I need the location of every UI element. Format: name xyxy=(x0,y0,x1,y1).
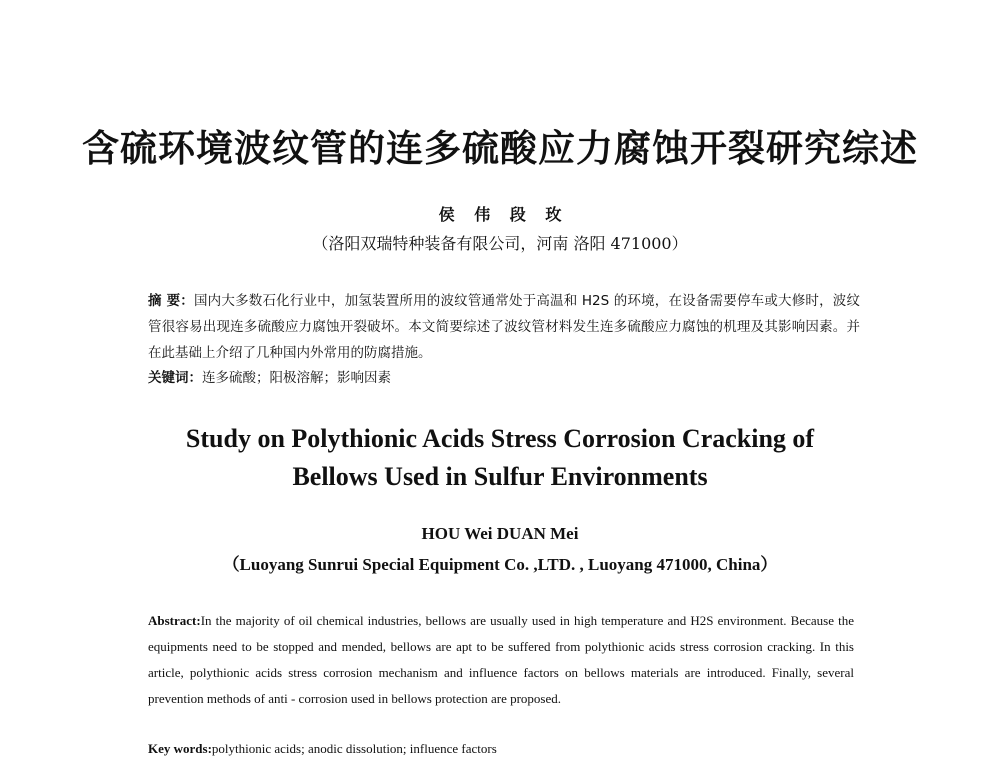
english-abstract-text: In the majority of oil chemical industries, bellows are usually used in high temperature and H2S environment. Because the equipments need to be stopped and mended, bellows are apt to be suffered from polythionic acids stress corrosion cracking. In this article, polythionic acids stress corrosion mechanism and influence factors on bellows materials are introduced. Finally, several prevention methods of anti - corrosion used in bellows protection are proposed. xyxy=(148,613,854,706)
chinese-keywords-label: 关键词： xyxy=(148,370,202,386)
chinese-affiliation: （洛阳双瑞特种装备有限公司，河南 洛阳 471000） xyxy=(312,234,688,253)
english-title-line-2: Bellows Used in Sulfur Environments xyxy=(292,462,708,491)
english-abstract-label: Abstract: xyxy=(148,613,201,628)
english-affiliation: （Luoyang Sunrui Special Equipment Co. ,LTD. , Luoyang 471000, China） xyxy=(222,555,778,574)
chinese-abstract-text: 国内大多数石化行业中，加氢装置所用的波纹管通常处于高温和 H2S 的环境，在设备需要停车或大修时，波纹管很容易出现连多硫酸应力腐蚀开裂破坏。本文简要综述了波纹管材料发生连多硫酸应力腐蚀的机理及其影响因素。并在此基础上介绍了几种国内外常用的防腐措施。 xyxy=(148,293,860,361)
chinese-authors: 侯 伟 段 玫 xyxy=(438,205,562,224)
english-authors: HOU Wei DUAN Mei xyxy=(421,524,579,543)
chinese-abstract xyxy=(148,288,860,366)
english-keywords-text: polythionic acids; anodic dissolution; influence factors xyxy=(211,741,497,756)
english-keywords-label: Key words: xyxy=(148,741,212,756)
chinese-title: 含硫环境波纹管的连多硫酸应力腐蚀开裂研究综述 xyxy=(82,126,918,170)
english-keywords xyxy=(148,738,854,760)
english-title xyxy=(0,420,1000,496)
chinese-keywords-text: 连多硫酸；阳极溶解；影响因素 xyxy=(202,370,391,386)
english-title-line-1: Study on Polythionic Acids Stress Corrosion Cracking of xyxy=(185,424,815,453)
chinese-keywords xyxy=(148,366,860,390)
chinese-abstract-label: 摘 要： xyxy=(148,293,194,309)
english-abstract xyxy=(148,608,854,712)
